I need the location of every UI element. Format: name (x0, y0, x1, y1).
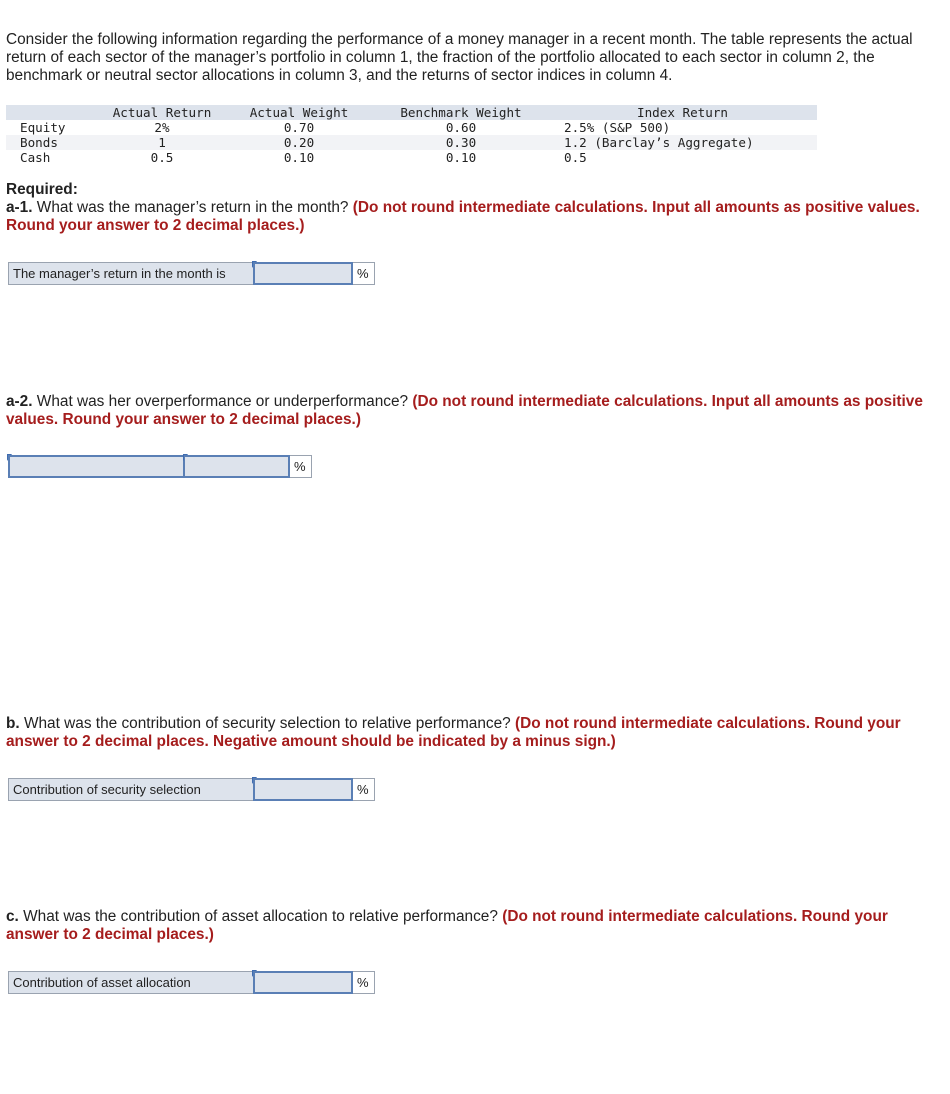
table-cell: 2.5% (S&P 500) (564, 120, 671, 135)
answer-label: The manager’s return in the month is (8, 262, 253, 285)
table-header: Actual Weight (249, 105, 349, 120)
required-heading: Required: (6, 181, 78, 198)
question-text: What was the manager’s return in the month? (32, 199, 353, 216)
answer-input-wrap (253, 262, 353, 285)
question-text: What was the contribution of security selection to relative performance? (19, 715, 515, 732)
question-prefix: a-2. (6, 393, 33, 410)
table-header: Index Return (637, 105, 728, 120)
security-selection-input[interactable] (253, 778, 353, 801)
question-prefix: c. (6, 908, 19, 925)
question-a1 (6, 181, 936, 235)
table-header: Benchmark Weight (400, 105, 522, 120)
answer-input-wrap (253, 971, 353, 994)
table-header: Actual Return (112, 105, 212, 120)
performance-type-select[interactable] (8, 455, 184, 478)
answer-row-b (8, 778, 375, 801)
question-c (6, 908, 936, 944)
answer-row-a1 (8, 262, 375, 285)
table-cell: 0.20 (283, 135, 315, 150)
table-row (6, 120, 817, 135)
manager-return-input[interactable] (253, 262, 353, 285)
table-cell: 0.70 (283, 120, 315, 135)
answer-label: Contribution of asset allocation (8, 971, 253, 994)
unit-label: % (353, 778, 375, 801)
asset-allocation-input[interactable] (253, 971, 353, 994)
table-header-row (6, 105, 817, 120)
table-cell: 0.10 (283, 150, 315, 165)
question-prefix: b. (6, 715, 20, 732)
answer-input-wrap (253, 778, 353, 801)
table-cell: 0.5 (150, 150, 174, 165)
table-cell: 0.30 (445, 135, 477, 150)
answer-label: Contribution of security selection (8, 778, 253, 801)
question-instruction: (Do not round intermediate calculations. Round your answer to 2 decimal places.) (6, 908, 888, 943)
question-instruction: (Do not round intermediate calculations. Input all amounts as positive values. Round your answer to 2 decimal places.) (6, 199, 920, 234)
table-cell: 0.5 (564, 150, 587, 165)
answer-select-wrap (8, 455, 184, 478)
table-cell: 1.2 (Barclay’s Aggregate) (564, 135, 754, 150)
question-text: What was the contribution of asset allocation to relative performance? (18, 908, 503, 925)
answer-row-c (8, 971, 375, 994)
unit-label: % (353, 971, 375, 994)
table-row (6, 150, 817, 165)
question-prefix: a-1. (6, 199, 33, 216)
question-text: What was her overperformance or underperformance? (32, 393, 413, 410)
question-b (6, 715, 936, 751)
question-instruction: (Do not round intermediate calculations. Round your answer to 2 decimal places. Negative amount should be indicated by a minus sign.) (6, 715, 901, 750)
table-cell: Cash (20, 150, 51, 165)
answer-input-wrap (184, 455, 290, 478)
table-header (6, 105, 100, 120)
question-a2 (6, 393, 936, 429)
question-instruction: (Do not round intermediate calculations. Input all amounts as positive values. Round your answer to 2 decimal places.) (6, 393, 923, 428)
answer-row-a2 (8, 455, 312, 478)
problem-intro: Consider the following information regarding the performance of a money manager in a recent month. The table represents the actual return of each sector of the manager’s portfolio in column 1, the fraction of the portfolio allocated to each sector in column 2, the benchmark or neutral sector allocations in column 3, and the returns of sector indices in column 4. (6, 31, 913, 84)
unit-label: % (290, 455, 312, 478)
overperformance-input[interactable] (184, 455, 290, 478)
table-cell: Equity (20, 120, 66, 135)
table-row (6, 135, 817, 150)
table-cell: 2% (154, 120, 170, 135)
table-cell: 0.60 (445, 120, 477, 135)
table-cell: 1 (158, 135, 166, 150)
table-cell: 0.10 (445, 150, 477, 165)
performance-table (6, 105, 817, 165)
table-cell: Bonds (20, 135, 58, 150)
unit-label: % (353, 262, 375, 285)
